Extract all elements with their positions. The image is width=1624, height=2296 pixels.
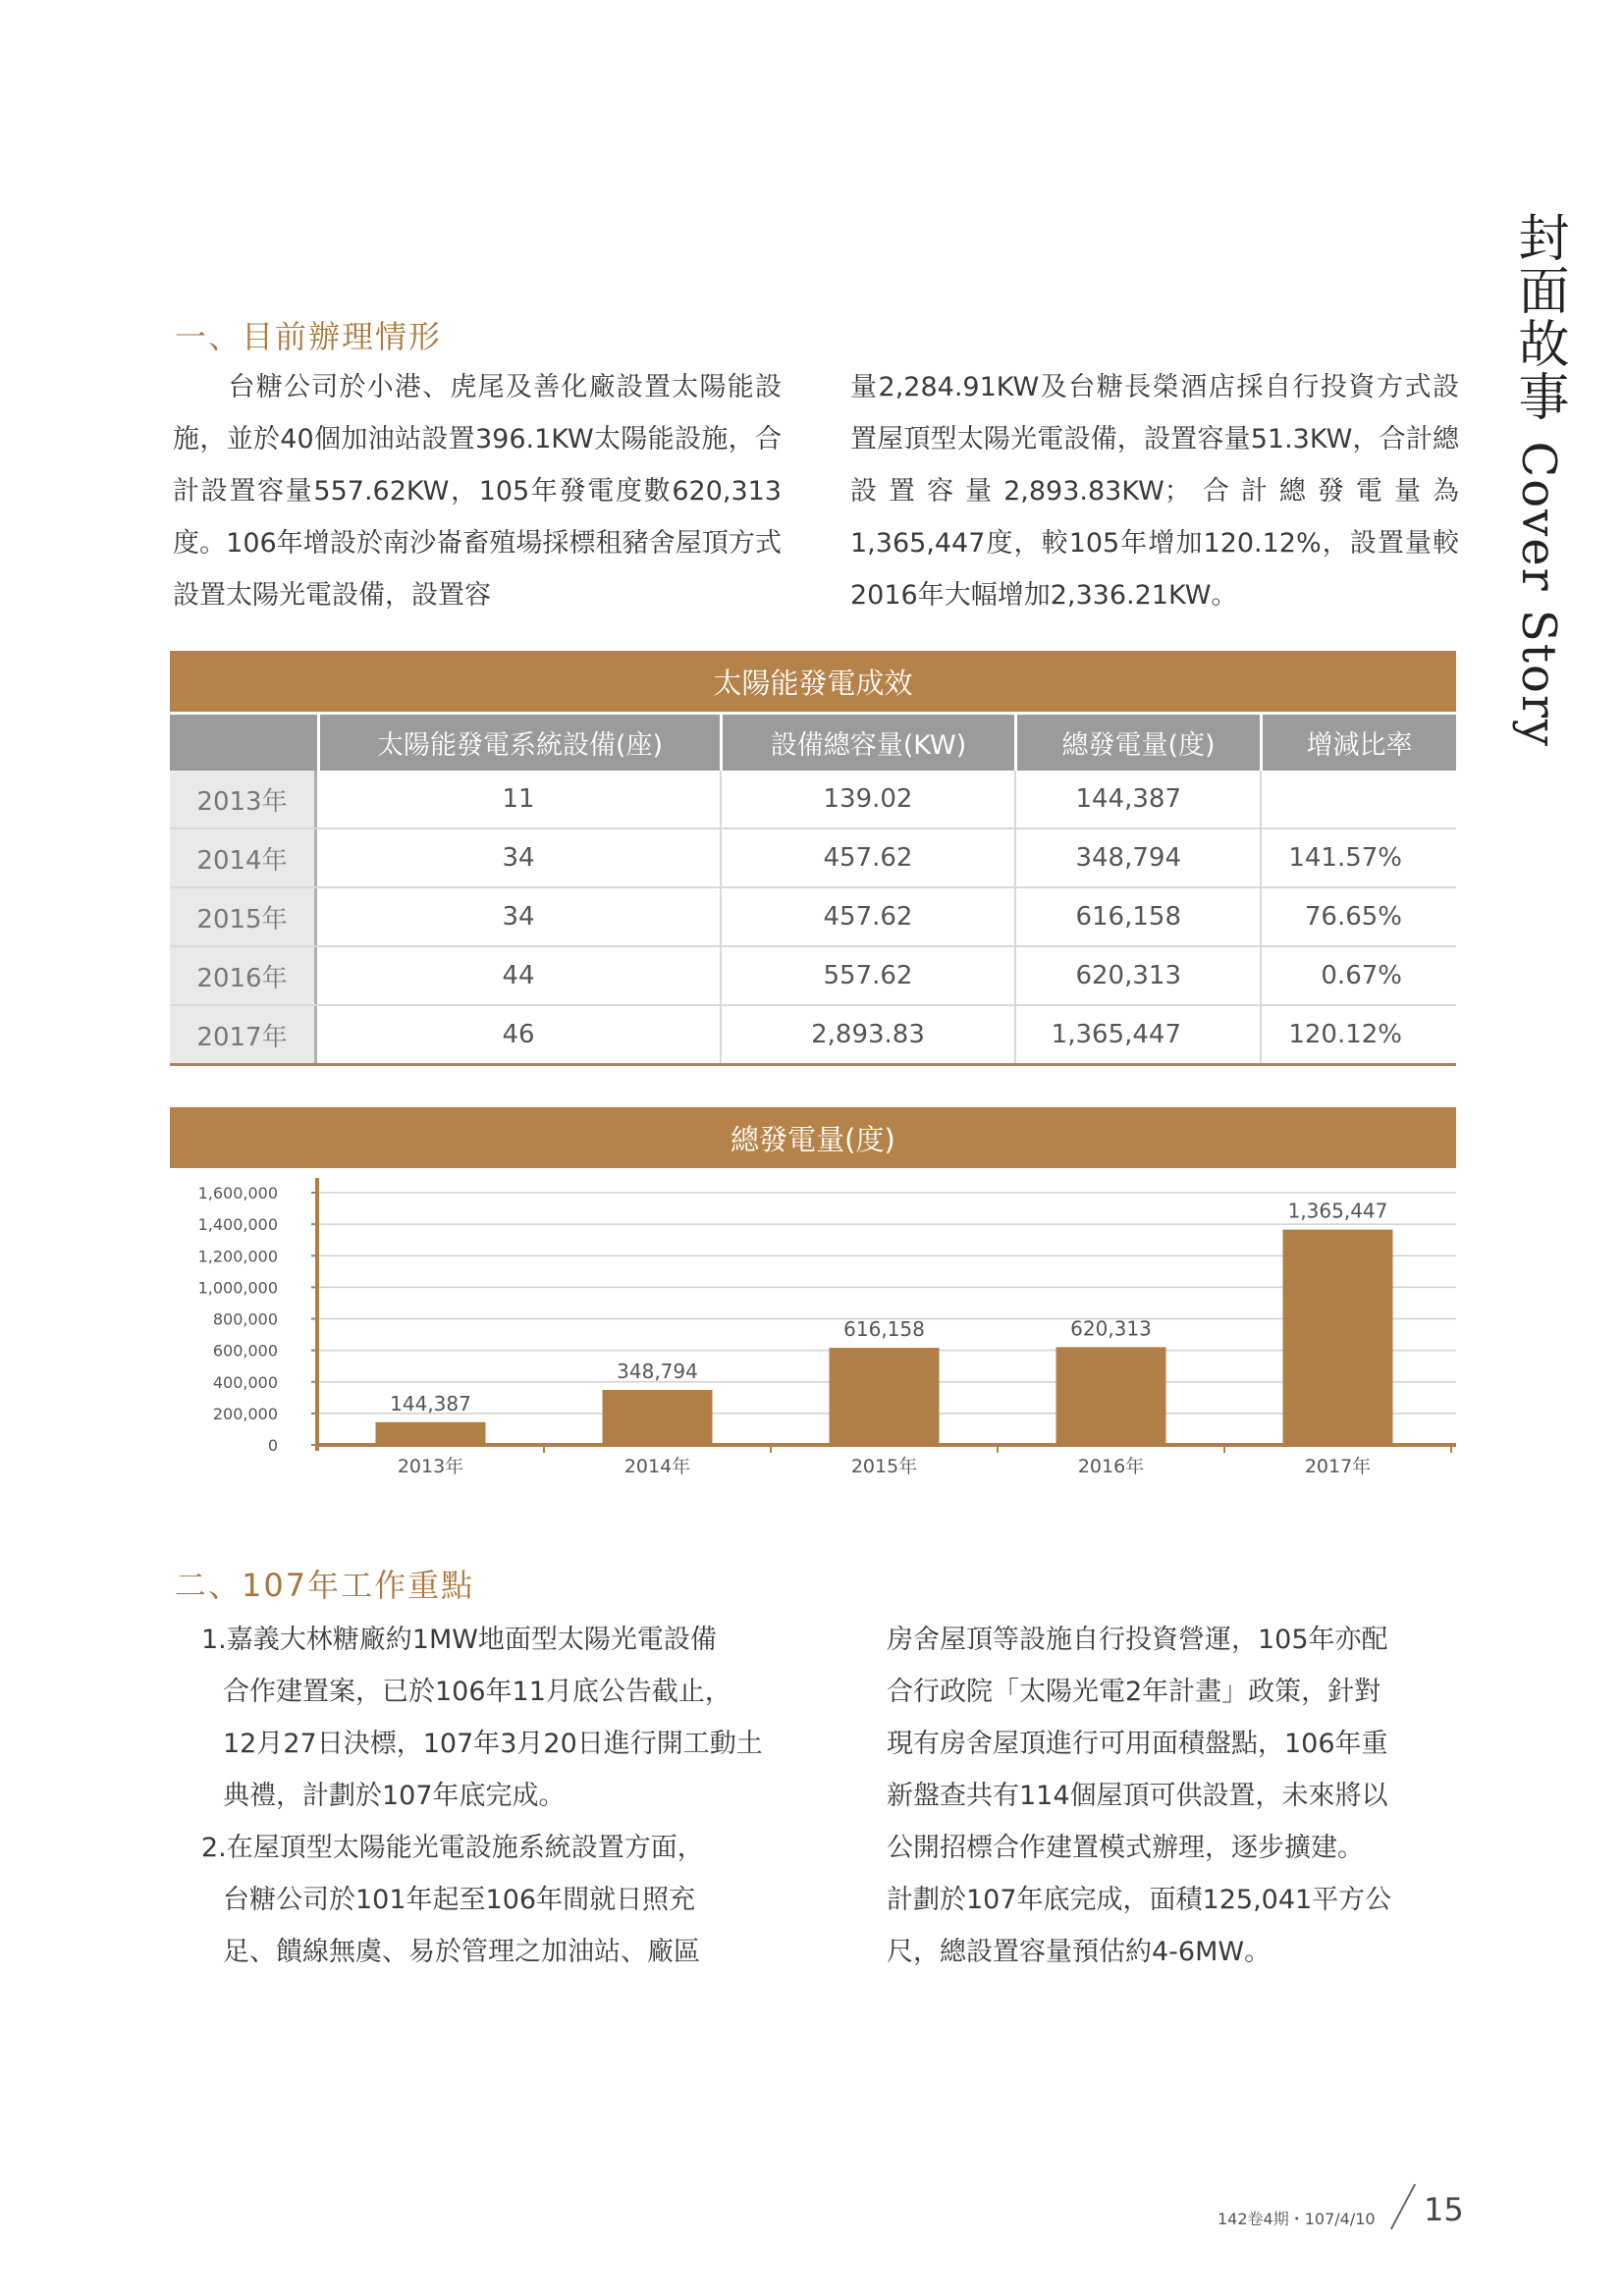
bar xyxy=(376,1422,486,1445)
right-line: 現有房舍屋頂進行可用面積盤點，106年重 xyxy=(887,1729,1388,1759)
x-tick-label: 2015年 xyxy=(850,1456,918,1477)
item2-line: 足、饋線無虞、易於管理之加油站、廠區 xyxy=(223,1937,700,1967)
table-cell: 120.12% xyxy=(1260,1006,1456,1063)
table-header-cell: 設備總容量(KW) xyxy=(720,715,1014,771)
table-header-row xyxy=(170,712,1456,771)
side-title-zh: 封面故事 xyxy=(1509,211,1568,423)
footer-divider xyxy=(1390,2184,1416,2230)
chart-title: 總發電量(度) xyxy=(170,1107,1456,1168)
item1-line: 1.嘉義大林糖廠約1MW地面型太陽光電設備 xyxy=(201,1625,717,1655)
table-header-cell xyxy=(170,715,317,771)
table-cell: 616,158 xyxy=(1014,888,1260,945)
y-tick-label: 400,000 xyxy=(212,1372,278,1392)
list-item-2 xyxy=(201,1822,704,1978)
table-cell: 139.02 xyxy=(720,771,1014,828)
table-row xyxy=(170,829,1456,888)
table-cell: 620,313 xyxy=(1014,947,1260,1004)
table-cell: 141.57% xyxy=(1260,829,1456,886)
x-tick-label: 2017年 xyxy=(1304,1456,1372,1477)
table-cell: 44 xyxy=(502,961,535,990)
list-item-1 xyxy=(201,1614,763,1822)
table-cell: 0.67% xyxy=(1260,947,1456,1004)
x-tick-label: 2013年 xyxy=(397,1456,464,1477)
bar xyxy=(830,1348,940,1445)
data-label: 1,365,447 xyxy=(1287,1199,1388,1223)
table-row xyxy=(170,771,1456,829)
table-header-cell: 增減比率 xyxy=(1260,715,1456,771)
table-cell: 557.62 xyxy=(720,947,1014,1004)
bar xyxy=(1283,1230,1393,1445)
table-row xyxy=(170,888,1456,947)
table-row xyxy=(170,1006,1456,1066)
table-cell: 34 xyxy=(502,902,535,932)
item1-line: 典禮，計劃於107年底完成。 xyxy=(223,1781,566,1811)
data-label: 620,313 xyxy=(1070,1316,1152,1341)
section1-right-paragraph: 量2,284.91KW及台糖長榮酒店採自行投資方式設置屋頂型太陽光電設備，設置容量51.3KW，合計總設置容量2,893.83KW；合計總發電量為1,365,447度，較105年增加120.12%，設置量較2016年大幅增加2,336.21KW。 xyxy=(850,372,1459,611)
table-cell: 11 xyxy=(502,784,535,814)
data-label: 348,794 xyxy=(617,1359,698,1383)
y-tick-label: 600,000 xyxy=(212,1341,278,1361)
table-cell: 2013年 xyxy=(170,771,317,828)
table-cell: 348,794 xyxy=(1014,829,1260,886)
y-tick-label: 0 xyxy=(267,1436,278,1455)
x-tick-label: 2016年 xyxy=(1077,1456,1145,1477)
right-line: 合行政院「太陽光電2年計畫」政策，針對 xyxy=(887,1677,1381,1707)
y-tick-label: 1,600,000 xyxy=(197,1184,278,1202)
section2-right-column xyxy=(887,1614,1391,1978)
table-cell: 457.62 xyxy=(720,829,1014,886)
y-tick-label: 800,000 xyxy=(212,1309,278,1329)
power-generation-chart xyxy=(170,1168,1456,1492)
right-line: 計劃於107年底完成，面積125,041平方公 xyxy=(887,1885,1392,1915)
bar xyxy=(1056,1347,1166,1445)
y-tick-label: 1,200,000 xyxy=(197,1247,278,1266)
section1-left-column xyxy=(173,361,782,621)
table-cell: 2015年 xyxy=(170,888,317,945)
data-label: 144,387 xyxy=(390,1391,471,1415)
section1-right-column xyxy=(850,361,1459,621)
data-label: 616,158 xyxy=(843,1317,925,1342)
side-title-en: Cover Story xyxy=(1511,441,1566,749)
table-cell: 2014年 xyxy=(170,829,317,886)
table-header-cell: 總發電量(度) xyxy=(1014,715,1260,771)
issue-info: 142卷4期・107/4/10 xyxy=(1218,2210,1376,2228)
cover-story-label xyxy=(1509,211,1576,749)
item2-line: 2.在屋頂型太陽能光電設施系統設置方面， xyxy=(201,1833,704,1863)
table-cell: 34 xyxy=(502,843,535,873)
right-line: 新盤查共有114個屋頂可供設置，未來將以 xyxy=(887,1781,1388,1811)
table-cell: 144,387 xyxy=(1014,771,1260,828)
right-line: 公開招標合作建置模式辦理，逐步擴建。 xyxy=(887,1833,1364,1863)
right-line: 房舍屋頂等設施自行投資營運，105年亦配 xyxy=(887,1625,1388,1655)
right-line: 尺，總設置容量預估約4-6MW。 xyxy=(887,1937,1272,1967)
table-cell: 457.62 xyxy=(720,888,1014,945)
table-cell: 76.65% xyxy=(1260,888,1456,945)
x-tick-label: 2014年 xyxy=(623,1456,691,1477)
table-title: 太陽能發電成效 xyxy=(170,651,1456,712)
item2-line: 台糖公司於101年起至106年間就日照充 xyxy=(223,1885,696,1915)
table-cell: 2017年 xyxy=(170,1006,317,1063)
y-tick-label: 200,000 xyxy=(212,1404,278,1423)
page-number: 15 xyxy=(1424,2191,1464,2228)
table-cell xyxy=(1260,771,1456,828)
table-row xyxy=(170,947,1456,1006)
y-tick-label: 1,000,000 xyxy=(197,1278,278,1298)
table-header-cell: 太陽能發電系統設備(座) xyxy=(317,715,720,771)
bar xyxy=(603,1390,713,1445)
table-cell: 1,365,447 xyxy=(1014,1006,1260,1063)
table-cell: 46 xyxy=(502,1020,535,1049)
item1-line: 合作建置案，已於106年11月底公告截止， xyxy=(223,1677,731,1707)
item1-line: 12月27日決標，107年3月20日進行開工動土 xyxy=(223,1729,763,1759)
section2-heading: 二、107年工作重點 xyxy=(175,1567,475,1604)
y-tick-label: 1,400,000 xyxy=(197,1215,278,1235)
solar-results-table xyxy=(170,651,1456,1066)
table-cell: 2,893.83 xyxy=(720,1006,1014,1063)
table-cell: 2016年 xyxy=(170,947,317,1004)
section1-left-paragraph: 台糖公司於小港、虎尾及善化廠設置太陽能設施，並於40個加油站設置396.1KW太陽能設施，合計設置容量557.62KW，105年發電度數620,313度。106年增設於南沙崙畜殖場採標租豬舍屋頂方式設置太陽光電設備，設置容 xyxy=(173,372,782,611)
section1-heading: 一、目前辦理情形 xyxy=(175,318,443,355)
